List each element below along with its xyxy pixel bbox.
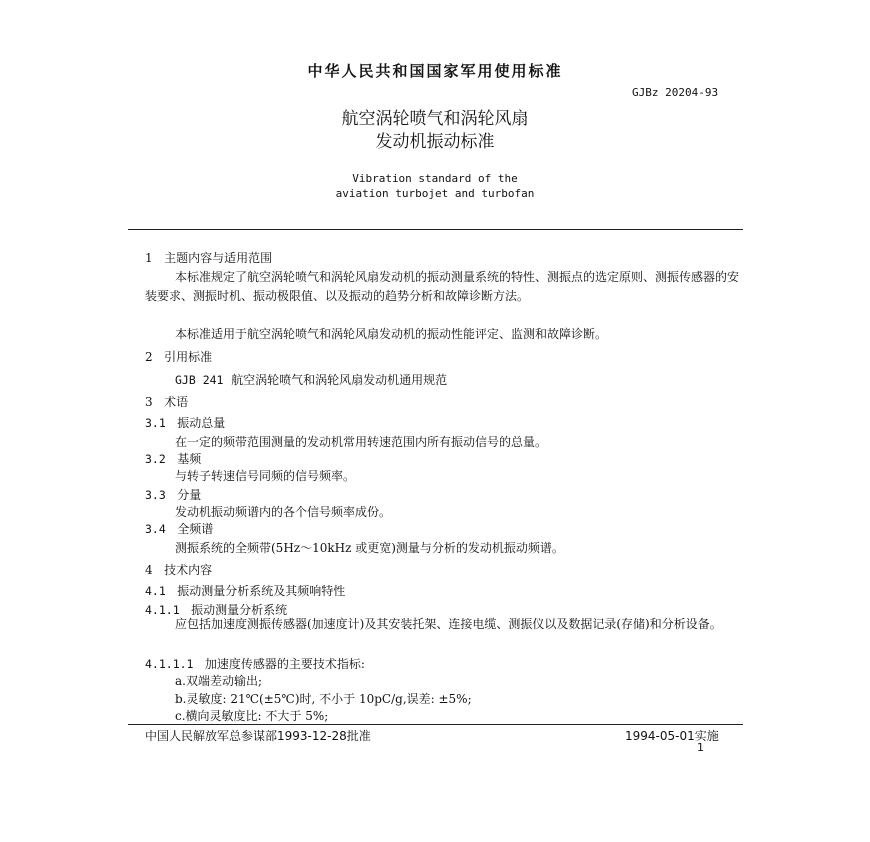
clause-4-1-1-paragraph: 应包括加速度测振传感器(加速度计)及其安装托架、连接电缆、测振仪以及数据记录(存储)和分析设备。 [175, 617, 722, 631]
term-3-4-heading [145, 520, 213, 537]
term-title: 基频 [177, 452, 202, 466]
term-3-3-definition: 发动机振动频谱内的各个信号频率成份。 [175, 505, 392, 519]
term-3-1-definition: 在一定的频带范围测量的发动机常用转速范围内所有振动信号的总量。 [175, 435, 548, 449]
english-title-line-2: aviation turbojet and turbofan [335, 187, 535, 200]
clause-number: 4.1.1 [145, 603, 180, 617]
effective-date: 1994-05-01实施 [625, 729, 719, 743]
term-3-2-definition: 与转子转速信号同频的信号频率。 [175, 469, 356, 483]
english-title-line-1: Vibration standard of the [352, 172, 518, 185]
reference-title: 航空涡轮喷气和涡轮风扇发动机通用规范 [231, 373, 448, 387]
clause-4-1-1-1-heading [145, 655, 365, 672]
term-title: 分量 [177, 488, 202, 502]
standard-category: 中华人民共和国国家军用使用标准 [307, 62, 563, 80]
term-title: 振动总量 [177, 416, 226, 430]
clause-number: 4.1.1.1 [145, 657, 194, 671]
term-number: 3.4 [145, 522, 166, 536]
section-number: 4 [145, 563, 153, 577]
header-divider [128, 229, 743, 230]
section-number: 1 [145, 251, 153, 265]
spec-item-b: b.灵敏度: 21℃(±5℃)时, 不小于 10pC/g,误差: ±5%; [175, 692, 472, 706]
approval-note: 中国人民解放军总参谋部1993-12-28批准 [145, 729, 371, 743]
term-3-1-heading [145, 414, 225, 431]
section-number: 2 [145, 350, 153, 364]
term-3-4-definition: 测振系统的全频带(5Hz～10kHz 或更宽)测量与分析的发动机振动频谱。 [175, 541, 564, 555]
term-3-2-heading [145, 450, 201, 467]
term-number: 3.3 [145, 488, 166, 502]
title-line-2: 发动机振动标准 [375, 132, 495, 152]
section-4-heading [145, 561, 212, 578]
document-number: GJBz 20204-93 [632, 86, 719, 99]
spec-item-c: c.横向灵敏度比: 不大于 5%; [175, 709, 329, 723]
term-number: 3.2 [145, 452, 166, 466]
footer-divider [128, 724, 743, 725]
section-1-paragraph-1: 本标准规定了航空涡轮喷气和涡轮风扇发动机的振动测量系统的特性、测振点的选定原则、测振传感器的安装要求、测振时机、振动极限值、以及振动的趋势分析和故障诊断方法。 [145, 270, 740, 303]
section-1-heading [145, 249, 272, 266]
section-2-heading [145, 348, 212, 365]
title-line-1: 航空涡轮喷气和涡轮风扇 [341, 109, 529, 129]
clause-title: 振动测量分析系统 [191, 603, 288, 617]
spec-item-a: a.双端差动输出; [175, 674, 263, 688]
term-number: 3.1 [145, 416, 166, 430]
clause-4-1-heading [145, 582, 345, 599]
clause-number: 4.1 [145, 584, 166, 598]
section-title: 引用标准 [164, 350, 213, 364]
section-title: 技术内容 [164, 563, 213, 577]
reference-entry [175, 371, 447, 388]
term-title: 全频谱 [177, 522, 214, 536]
reference-code: GJB 241 [175, 373, 224, 387]
clause-title: 加速度传感器的主要技术指标: [204, 657, 365, 671]
term-3-3-heading [145, 486, 201, 503]
section-number: 3 [145, 395, 153, 409]
clause-title: 振动测量分析系统及其频响特性 [177, 584, 346, 598]
section-title: 主题内容与适用范围 [164, 251, 273, 265]
section-title: 术语 [164, 395, 189, 409]
page-number: 1 [697, 741, 704, 754]
section-3-heading [145, 393, 188, 410]
section-1-paragraph-2: 本标准适用于航空涡轮喷气和涡轮风扇发动机的振动性能评定、监测和故障诊断。 [175, 327, 608, 341]
